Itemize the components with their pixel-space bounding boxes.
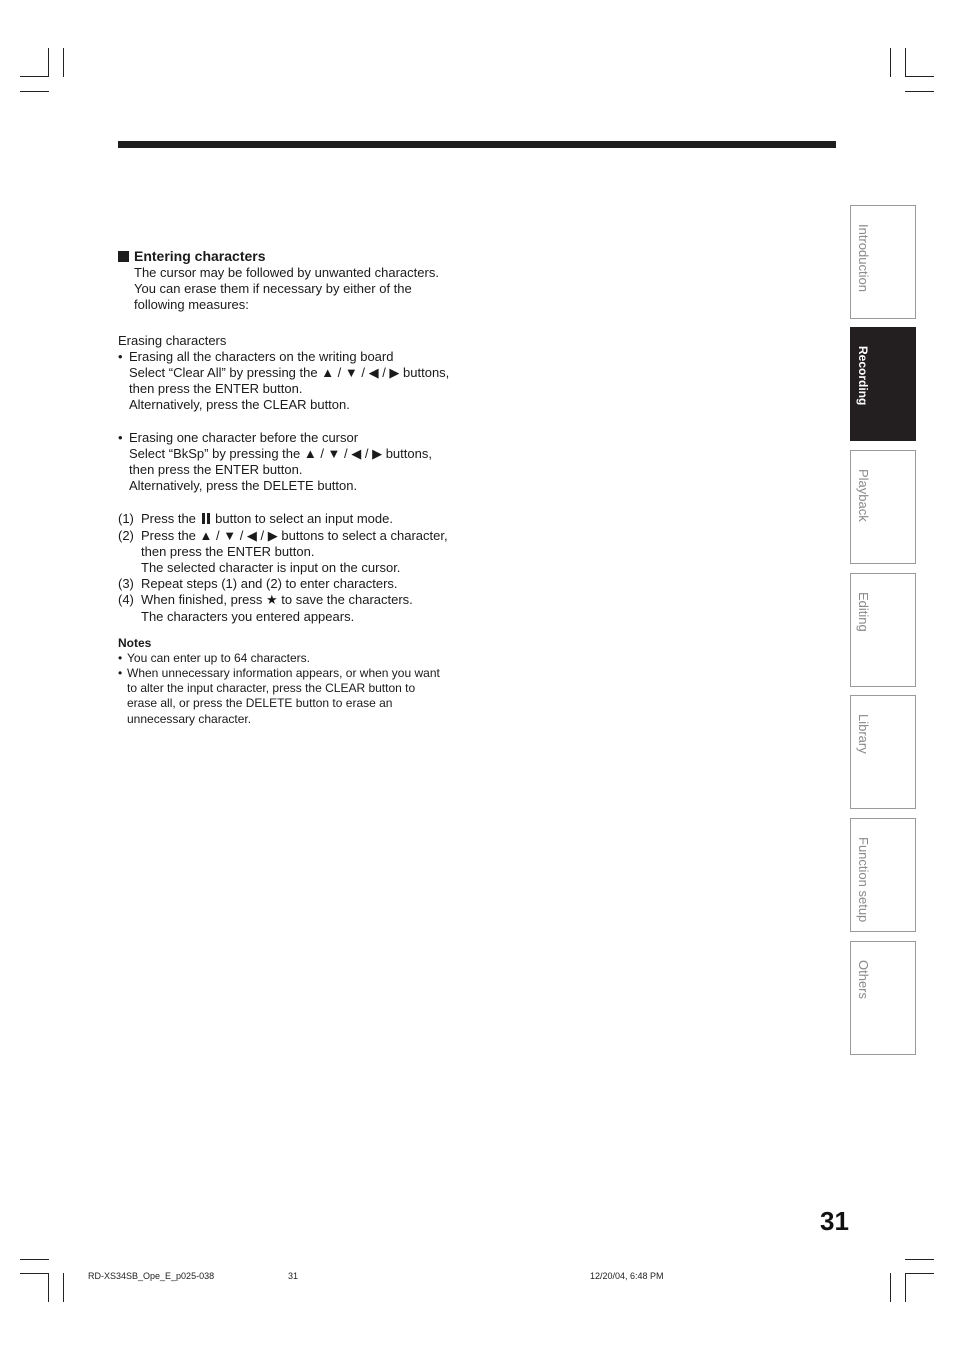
note-bullet: • [118,666,123,681]
tab-label: Function setup [856,837,871,923]
crop-mark [890,1273,891,1302]
pause-icon [201,513,211,524]
footer-page: 31 [288,1271,299,1281]
crop-mark [905,1273,906,1302]
step-line: The selected character is input on the cursor. [141,560,401,576]
crop-mark [48,1273,49,1302]
section-heading-text: Entering characters [134,247,266,264]
note-line: erase all, or press the DELETE button to erase an [127,696,393,711]
tab-label: Playback [856,469,871,522]
crop-mark [20,1273,49,1274]
step-text: Press the [141,511,196,527]
section-heading [118,247,478,265]
tab-label: Library [856,714,871,754]
step-number: (1) [118,511,134,527]
bullet-line: then press the ENTER button. [129,381,303,397]
intro-line: following measures: [134,297,249,313]
bullet-title: Erasing one character before the cursor [129,429,359,445]
bullet-line: Select “BkSp” by pressing the ▲ / ▼ / ◀ / ▶ buttons, [129,445,432,461]
crop-mark [905,48,906,77]
bullet-line: then press the ENTER button. [129,462,303,478]
crop-mark [48,48,49,77]
bullet-line: Select “Clear All” by pressing the ▲ / ▼ / ◀ / ▶ buttons, [129,365,450,381]
step-line: The characters you entered appears. [141,608,355,624]
step-number: (2) [118,527,134,543]
step-text: When finished, press ★ to save the characters. [141,592,413,608]
step-list [118,511,478,624]
bullet-line: Alternatively, press the CLEAR button. [129,397,350,413]
footer-timestamp: 12/20/04, 6:48 PM [590,1271,664,1281]
tab-label: Editing [856,592,871,632]
crop-mark [63,48,64,77]
tab-label: Others [856,960,871,1000]
page-number: 31 [820,1206,849,1236]
step-line: then press the ENTER button. [141,543,315,559]
footer-filename: RD-XS34SB_Ope_E_p025-038 [88,1271,215,1281]
tab-library[interactable] [850,695,916,809]
note-item [118,651,478,666]
tab-function-setup[interactable] [850,818,916,932]
step-text: Repeat steps (1) and (2) to enter characters. [141,576,398,592]
step-text: Press the ▲ / ▼ / ◀ / ▶ buttons to select a character, [141,527,448,543]
step-item [118,576,478,592]
header-rule [118,141,836,148]
tab-label: Introduction [856,224,871,292]
note-line: You can enter up to 64 characters. [127,650,311,665]
bullet-mark: • [118,429,123,445]
crop-mark [905,76,934,77]
crop-mark [20,91,49,92]
crop-mark [905,91,934,92]
notes-title: Notes [118,635,152,650]
bullet-item [118,430,478,495]
intro-line: You can erase them if necessary by either of the [134,281,412,297]
note-line: to alter the input character, press the CLEAR button to [127,681,416,696]
step-number: (4) [118,592,134,608]
note-item [118,666,478,727]
crop-mark [63,1273,64,1302]
tab-editing[interactable] [850,573,916,687]
tab-introduction[interactable] [850,205,916,319]
step-item [118,511,478,527]
crop-mark [905,1259,934,1260]
note-line: unnecessary character. [127,711,252,726]
intro-text [118,265,478,314]
bullet-title: Erasing all the characters on the writing board [129,348,394,364]
bullet-item [118,349,478,414]
crop-mark [20,76,49,77]
tab-others[interactable] [850,941,916,1055]
crop-mark [905,1273,934,1274]
note-bullet: • [118,650,123,665]
bullet-line: Alternatively, press the DELETE button. [129,478,358,494]
tab-label: Recording [856,346,870,406]
crop-mark [890,48,891,77]
bullet-mark: • [118,348,123,364]
step-text: button to select an input mode. [215,511,393,527]
crop-mark [20,1259,49,1260]
erasing-title: Erasing characters [118,332,227,348]
intro-line: The cursor may be followed by unwanted characters. [134,265,439,280]
tab-playback[interactable] [850,450,916,564]
main-content [118,247,478,727]
tab-recording[interactable] [850,327,916,441]
note-line: When unnecessary information appears, or when you want [127,666,440,681]
step-item [118,592,478,608]
square-bullet-icon [118,251,129,262]
step-item [118,528,478,544]
step-number: (3) [118,576,134,592]
